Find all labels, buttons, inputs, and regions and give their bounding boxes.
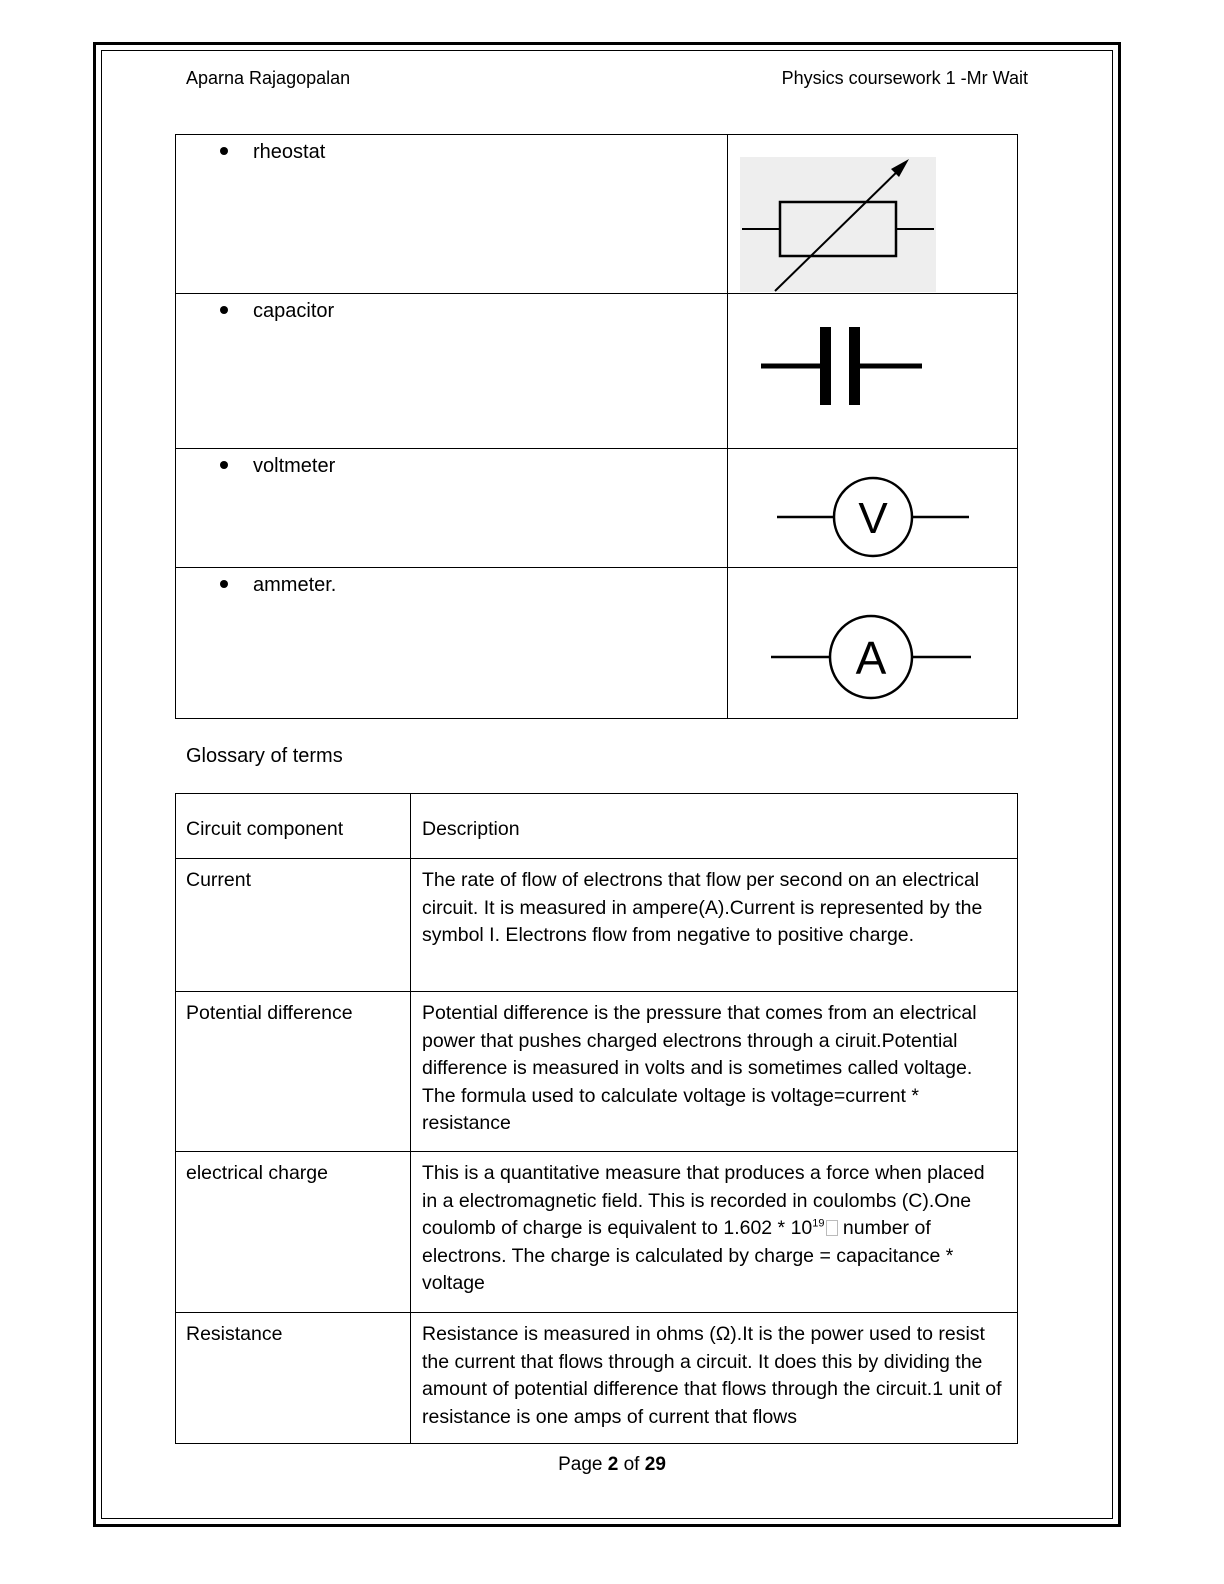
component-name-cell bbox=[176, 135, 728, 294]
term-cell: Current bbox=[176, 859, 411, 992]
rheostat-symbol-icon bbox=[728, 135, 1018, 292]
glossary-title: Glossary of terms bbox=[186, 745, 343, 767]
bullet-icon bbox=[220, 580, 228, 588]
rheostat-symbol-cell bbox=[728, 135, 1018, 294]
table-row bbox=[176, 1152, 1018, 1313]
header-course: Physics coursework 1 -Mr Wait bbox=[781, 68, 1028, 88]
glossary-table bbox=[175, 793, 1018, 1444]
column-header-description: Description bbox=[411, 794, 1018, 859]
page-number-footer bbox=[0, 1454, 1224, 1476]
term-cell: electrical charge bbox=[176, 1152, 411, 1313]
description-cell bbox=[411, 1152, 1018, 1313]
bullet-icon bbox=[220, 461, 228, 469]
table-header-row bbox=[176, 794, 1018, 859]
component-name: rheostat bbox=[253, 141, 326, 163]
voltmeter-symbol-icon bbox=[728, 449, 1018, 566]
table-row bbox=[176, 1313, 1018, 1444]
table-row bbox=[176, 859, 1018, 992]
symbols-table bbox=[175, 134, 1018, 719]
component-name: ammeter. bbox=[253, 574, 337, 596]
capacitor-symbol-cell bbox=[728, 294, 1018, 449]
list-item bbox=[176, 449, 727, 481]
bullet-icon bbox=[220, 306, 228, 314]
list-item bbox=[176, 294, 727, 326]
symbol-row-capacitor bbox=[176, 294, 1018, 449]
list-item bbox=[176, 568, 727, 600]
column-header-component: Circuit component bbox=[176, 794, 411, 859]
term-cell: Resistance bbox=[176, 1313, 411, 1444]
term-cell: Potential difference bbox=[176, 992, 411, 1152]
missing-glyph-box bbox=[826, 1220, 838, 1236]
ammeter-symbol-cell bbox=[728, 568, 1018, 719]
page-current: 2 bbox=[607, 1454, 619, 1475]
symbol-row-rheostat bbox=[176, 135, 1018, 294]
header-author: Aparna Rajagopalan bbox=[186, 68, 351, 88]
component-name-cell bbox=[176, 568, 728, 719]
component-name-cell bbox=[176, 449, 728, 568]
description-cell: Potential difference is the pressure that comes from an electrical power that pushes charged electrons through a ciruit.Potential difference is measured in volts and is sometimes called voltage. The formula used to calculate voltage is voltage=current * resistance bbox=[411, 992, 1018, 1152]
description-text: This is a quantitative measure that produces a force when placed in a electromagnetic field. This is recorded in coulombs (C).One coulomb of charge is equivalent to 1.602 * 10 bbox=[422, 1162, 985, 1239]
voltmeter-letter: V bbox=[858, 494, 888, 543]
bullet-icon bbox=[220, 147, 228, 155]
page-label: Page bbox=[558, 1454, 603, 1475]
symbol-row-ammeter bbox=[176, 568, 1018, 719]
capacitor-symbol-icon bbox=[728, 294, 1018, 447]
description-text: number of electrons. The charge is calculated by charge = capacitance * voltage bbox=[422, 1217, 954, 1294]
symbol-row-voltmeter bbox=[176, 449, 1018, 568]
page-total: 29 bbox=[644, 1454, 666, 1475]
table-row bbox=[176, 992, 1018, 1152]
description-cell: The rate of flow of electrons that flow per second on an electrical circuit. It is measured in ampere(A).Current is represented by the symbol I. Electrons flow from negative to positive charge. bbox=[411, 859, 1018, 992]
component-name: voltmeter bbox=[253, 455, 336, 477]
component-name: capacitor bbox=[253, 300, 335, 322]
list-item bbox=[176, 135, 727, 167]
exponent-superscript: 19 bbox=[812, 1217, 825, 1230]
ammeter-letter: A bbox=[855, 632, 887, 684]
page-of-label: of bbox=[623, 1454, 640, 1475]
voltmeter-symbol-cell bbox=[728, 449, 1018, 568]
component-name-cell bbox=[176, 294, 728, 449]
description-cell: Resistance is measured in ohms (Ω).It is the power used to resist the current that flows through a circuit. It does this by dividing the amount of potential difference that flows through the circuit.1 unit of resistance is one amps of current that flows bbox=[411, 1313, 1018, 1444]
ammeter-symbol-icon bbox=[728, 568, 1018, 717]
